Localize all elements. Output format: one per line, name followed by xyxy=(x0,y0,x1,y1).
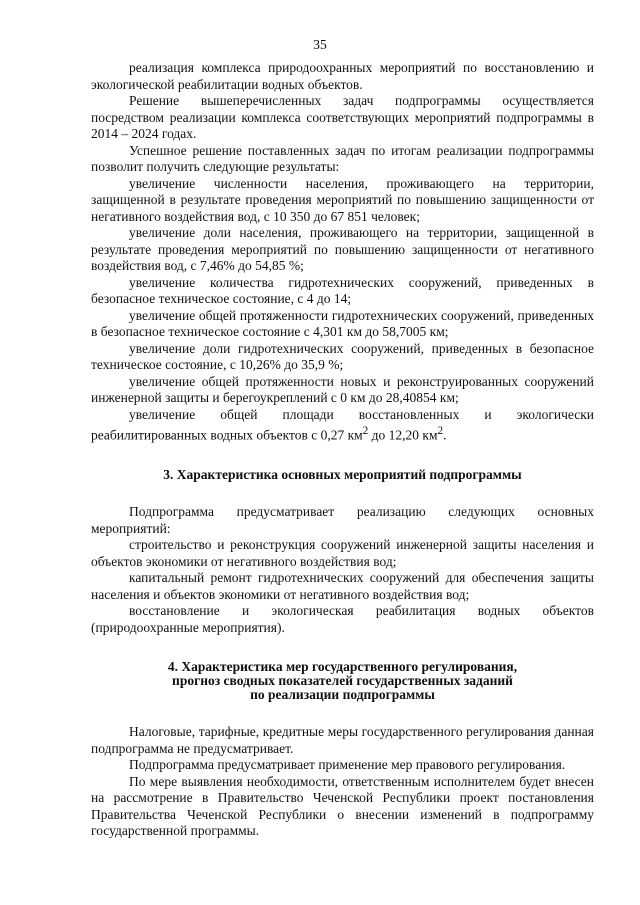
intro-paragraph-1: реализация комплекса природоохранных мероприятий по восстановлению и экологической реабилитации водных объектов. xyxy=(91,60,594,92)
result-item-2: увеличение доли населения, проживающего на территории, защищенной в результате проведения мероприятий по повышению защищенности от негативного воздействия вод, с 7,46% до 54,85 %; xyxy=(91,225,594,273)
superscript-2-a: 2 xyxy=(362,425,369,437)
section-4-heading-line-1: 4. Характеристика мер государственного регулирования, xyxy=(167,659,518,674)
document-body xyxy=(91,60,594,840)
result-item-3: увеличение количества гидротехнических сооружений, приведенных в безопасное техническое состояние, с 4 до 14; xyxy=(91,274,594,306)
result-item-1: увеличение численности населения, проживающего на территории, защищенной в результате проведения мероприятий по повышению защищенности от негативного воздействия вод, с 10 350 до 67 851 человек; xyxy=(91,175,594,224)
section-3-paragraph-1: Подпрограмма предусматривает реализацию следующих основных мероприятий: xyxy=(91,504,594,536)
result-item-7 xyxy=(91,407,594,445)
section-4-paragraph-1: Налоговые, тарифные, кредитные меры государственного регулирования данная подпрограмма не предусматривает. xyxy=(91,724,594,756)
section-3-paragraph-3: капитальный ремонт гидротехнических сооружений для обеспечения защиты населения и объектов экономики от негативного воздействия вод; xyxy=(91,570,594,602)
result-item-6: увеличение общей протяженности новых и реконструированных сооружений инженерной защиты и берегоукреплений с 0 км до 28,40854 км; xyxy=(91,373,594,405)
result-item-7-text-b: до 12,20 км xyxy=(368,427,438,443)
section-4-paragraph-2: Подпрограмма предусматривает применение мер правового регулирования. xyxy=(129,757,566,772)
result-item-7-text-c: . xyxy=(443,427,447,443)
section-4-heading-line-2: прогноз сводных показателей государственных заданий xyxy=(172,673,513,688)
section-3-paragraph-2: строительство и реконструкция сооружений инженерной защиты населения и объектов экономики от негативного воздействия вод; xyxy=(91,537,594,569)
result-item-7-text-a: увеличение общей площади восстановленных и экологически реабилитированных водных объектов с 0,27 км xyxy=(91,406,594,443)
section-4-heading-line-3: по реализации подпрограммы xyxy=(250,687,435,702)
intro-paragraph-3: Успешное решение поставленных задач по итогам реализации подпрограммы позволит получить следующие результаты: xyxy=(91,142,594,174)
section-3-paragraph-4: восстановление и экологическая реабилитация водных объектов (природоохранные мероприятия). xyxy=(91,603,594,635)
section-4-heading xyxy=(91,660,594,702)
page-number: 35 xyxy=(313,37,327,52)
intro-paragraph-2: Решение вышеперечисленных задач подпрограммы осуществляется посредством реализации комплекса соответствующих мероприятий подпрограммы в 2014 – 2024 годах. xyxy=(91,93,594,141)
result-item-5: увеличение доли гидротехнических сооружений, приведенных в безопасное техническое состояние, с 10,26% до 35,9 %; xyxy=(91,340,594,372)
section-4-paragraph-3: По мере выявления необходимости, ответственным исполнителем будет внесен на рассмотрение в Правительство Чеченской Республики проект постановления Правительства Чеченской Республики о внесении изменений в подпрограмму государственной программы. xyxy=(91,773,594,838)
result-item-4: увеличение общей протяженности гидротехнических сооружений, приведенных в безопасное техническое состояние с 4,301 км до 58,7005 км; xyxy=(91,307,594,339)
superscript-2-b: 2 xyxy=(437,425,444,437)
section-3-heading: 3. Характеристика основных мероприятий подпрограммы xyxy=(163,467,522,482)
